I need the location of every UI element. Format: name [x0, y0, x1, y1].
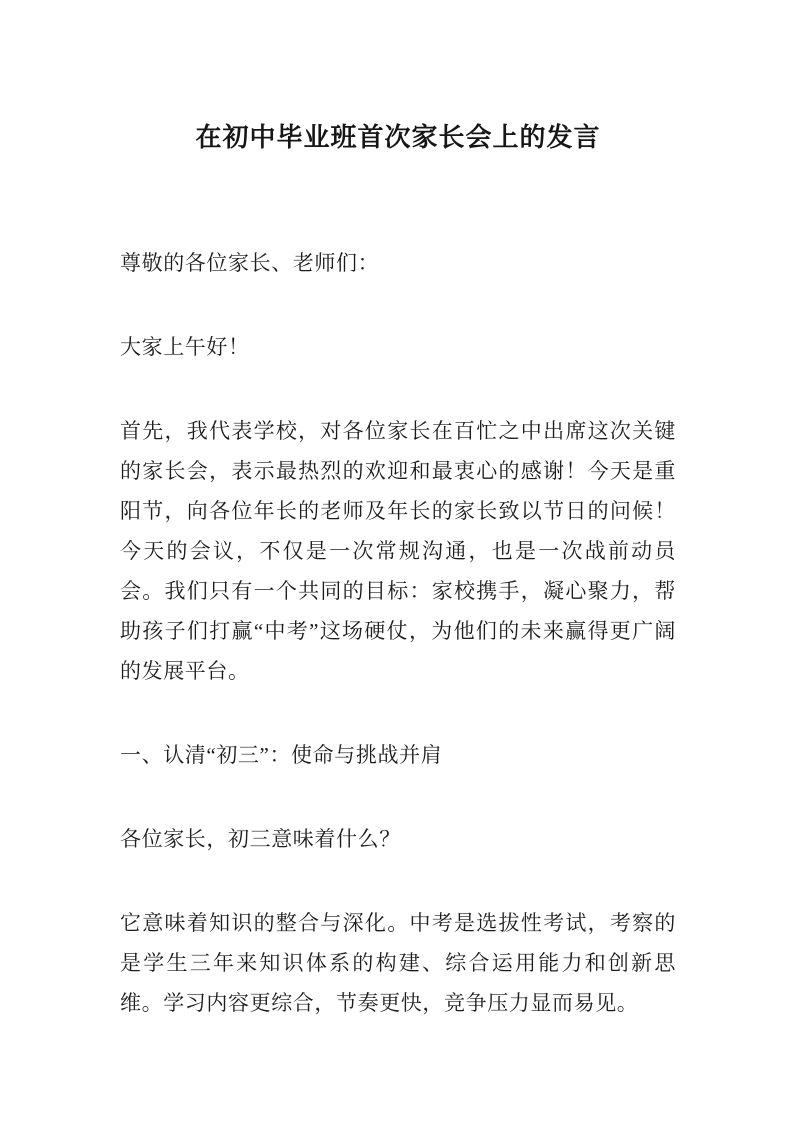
- salutation-line: 尊敬的各位家长、老师们：: [120, 251, 380, 275]
- section-heading-1: 一、认清“初三”：使命与挑战并肩: [120, 743, 443, 767]
- body-paragraph-1: 它意味着知识的整合与深化。中考是选拔性考试，考察的是学生三年来知识体系的构建、综合运用能力和创新思维。学习内容更综合，节奏更快，竞争压力显而易见。: [120, 911, 676, 1015]
- document-title: 在初中毕业班首次家长会上的发言: [195, 123, 601, 152]
- opening-paragraph: 首先，我代表学校，对各位家长在百忙之中出席这次关键的家长会，表示最热烈的欢迎和最衷心的感谢！今天是重阳节，向各位年长的老师及年长的家长致以节日的问候！今天的会议，不仅是一次常规沟通，也是一次战前动员会。我们只有一个共同的目标：家校携手，凝心聚力，帮助孩子们打赢“中考”这场硬仗，为他们的未来赢得更广阔的发展平台。: [120, 419, 676, 683]
- greeting-line: 大家上午好！: [120, 335, 250, 359]
- question-line: 各位家长，初三意味着什么？: [120, 827, 401, 851]
